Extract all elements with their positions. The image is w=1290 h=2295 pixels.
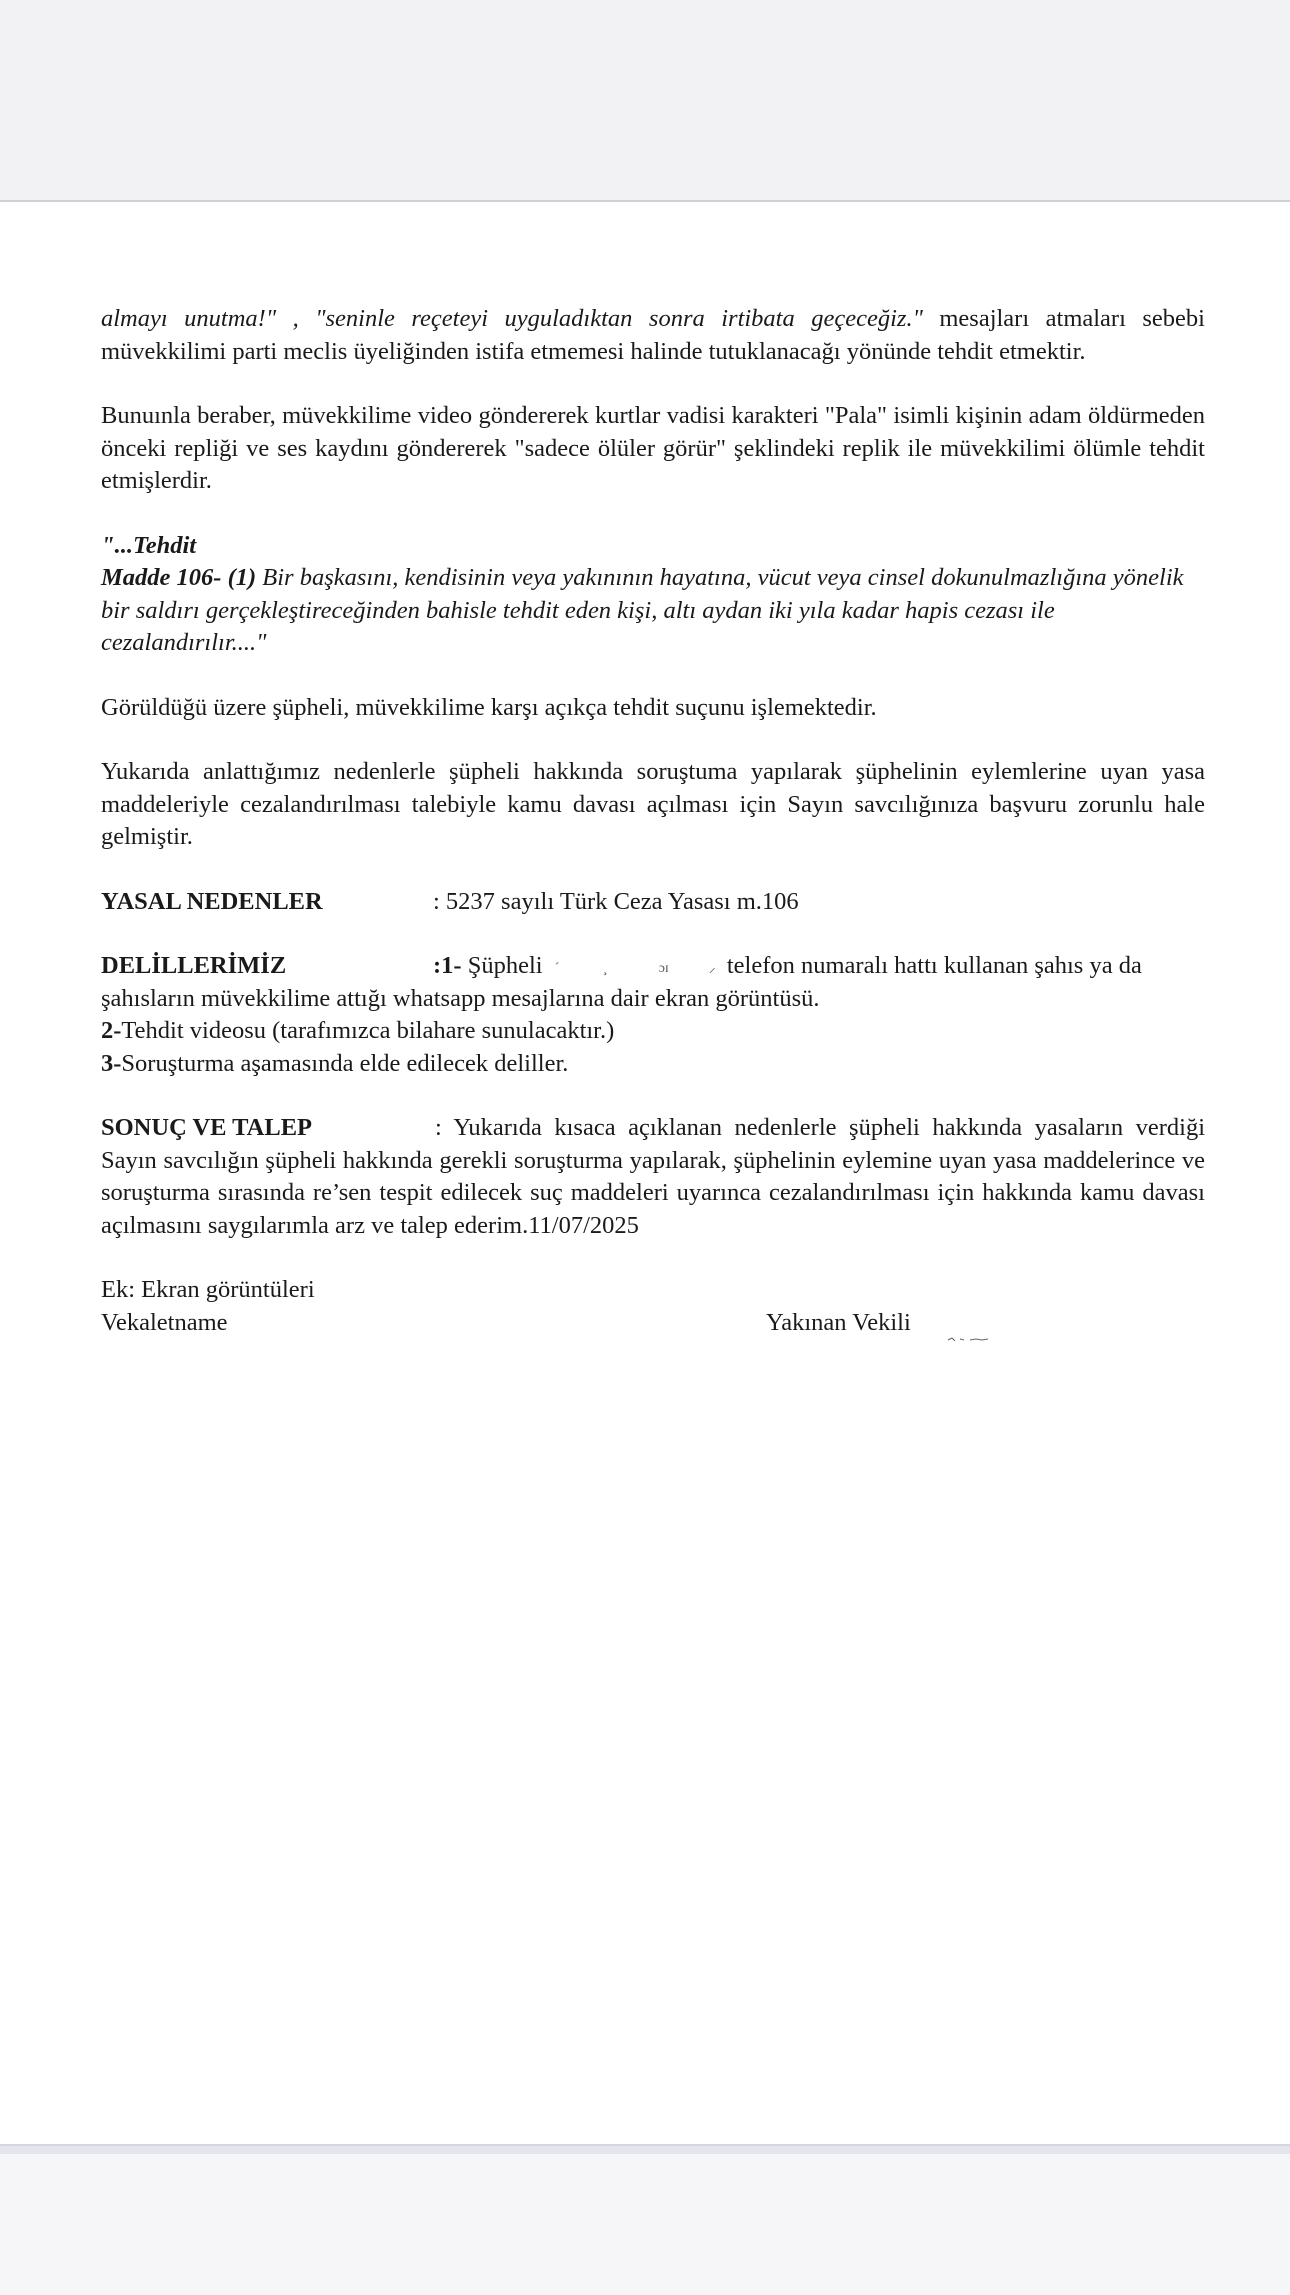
document-body: [101, 303, 1205, 1339]
conclusion-label: SONUÇ VE TALEP: [101, 1114, 313, 1141]
evidence-item-1: DELİLLERİMİZ :1- Şüpheli ´ ¸ ɔɪ ⸝ telefon numaralı hattı kullanan şahıs ya da şahısların müvekkilime attığı whatsapp mesajlarına dair ekran görüntüsü.: [101, 952, 1142, 1012]
attachments: Ek: Ekran görüntüleri: [101, 1276, 315, 1303]
legal-grounds: [101, 886, 1205, 919]
paragraph-1: [101, 303, 1205, 368]
redacted-phone-number: ´ ¸ ɔɪ ⸝: [554, 961, 716, 977]
quote-article: Madde 106- (1): [101, 564, 257, 591]
quote-block: [101, 562, 1205, 660]
evidence-label: DELİLLERİMİZ: [101, 952, 287, 979]
evidence-item-2: 2-Tehdit videosu (tarafımızca bilahare sunulacaktır.): [101, 1017, 615, 1044]
quoted-messages: almayı unutma!" , "seninle reçeteyi uyguladıktan sonra irtibata geçeceğiz.": [101, 305, 923, 332]
signature-scribble-icon: [946, 1335, 1006, 1343]
paragraph-3: Görüldüğü üzere şüpheli, müvekkilime karşı açıkça tehdit suçunu işlemektedir.: [101, 693, 877, 721]
quote-text: Bir başkasını, kendisinin veya yakınının hayatına, vücut veya cinsel dokunulmazlığına yönelik bir saldırı gerçekleştireceğinden bahisle tehdit eden kişi, altı aydan iki yıla kadar hapis cezası ile cezalandırılır....": [101, 564, 1184, 656]
quote-heading: "...Tehdit: [101, 531, 197, 559]
legal-grounds-label: YASAL NEDENLER: [101, 887, 323, 915]
signature-title: Yakınan Vekili: [766, 1308, 911, 1336]
paragraph-2: Bunuınla beraber, müvekkilime video göndererek kurtlar vadisi karakteri "Pala" isimli kişinin adam öldürmeden önceki repliği ve ses kaydını göndererek "sadece ölüler görür" şeklindeki replik ile müvekkilimi ölümle tehdit etmişlerdir.: [101, 402, 1205, 494]
paragraph-1-text: mesajları atmaları sebebi müvekkilimi parti meclis üyeliğinden istifa etmemesi halinde tutuklanacağı yönünde tehdit etmektir.: [101, 305, 1205, 365]
viewer-top-bar: [0, 0, 1290, 202]
conclusion-text: : Yukarıda kısaca açıklanan nedenlerle şüpheli hakkında yasaların verdiği Sayın savcılığın şüpheli hakkında gerekli soruşturma yapılarak, şüphelinin eylemine uyan yasa maddelerince ve soruşturma sırasında re’sen tespit edilecek suç maddeleri uyarınca cezalandırılması için hakkında kamu davası açılmasını saygılarımla arz ve talep ederim.11/07/2025: [101, 1114, 1205, 1239]
power-of-attorney: Vekaletname: [101, 1308, 228, 1336]
signature-row: [101, 1307, 1205, 1339]
evidence-item-3: 3-Soruşturma aşamasında elde edilecek deliller.: [101, 1049, 569, 1077]
conclusion: [101, 1112, 1205, 1242]
legal-grounds-value: : 5237 sayılı Türk Ceza Yasası m.106: [433, 887, 799, 915]
paragraph-4: Yukarıda anlattığımız nedenlerle şüpheli hakkında soruştuma yapılarak şüphelinin eylemlerine uyan yasa maddeleriyle cezalandırılması talebiyle kamu davası açılması için Sayın savcılığınıza başvuru zorunlu hale gelmiştir.: [101, 758, 1205, 850]
viewer-bottom-bar: [0, 2144, 1290, 2295]
